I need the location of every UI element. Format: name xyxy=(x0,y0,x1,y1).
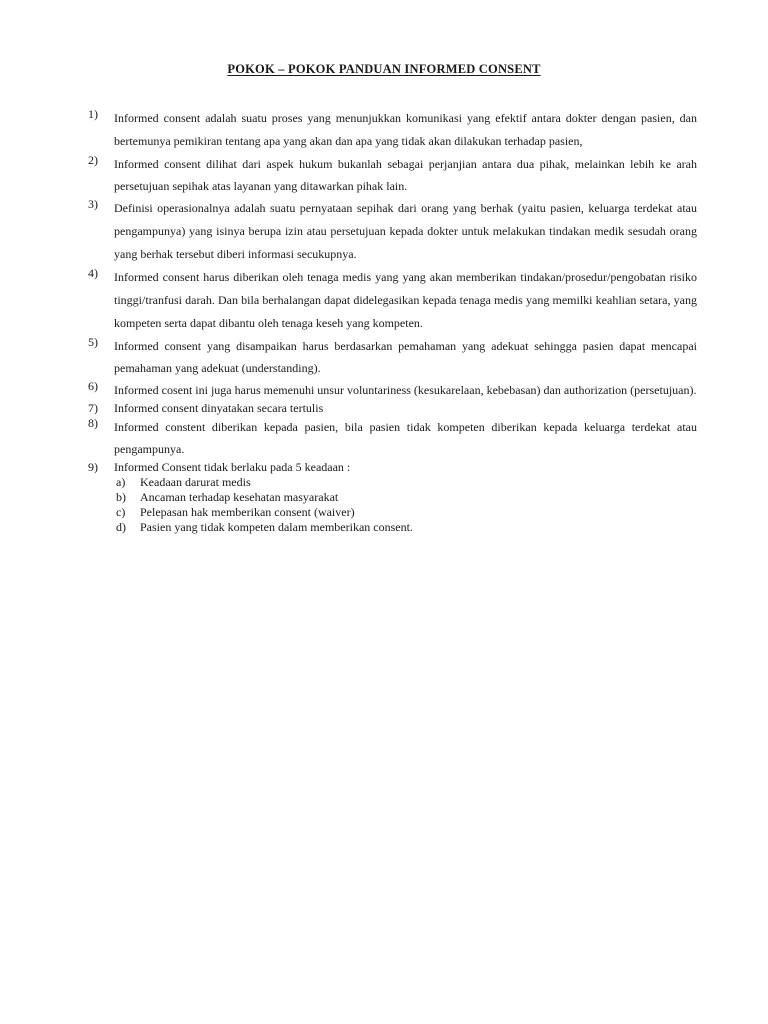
list-item xyxy=(88,379,697,401)
sublist-item-letter: b) xyxy=(116,490,126,504)
list-item-text: Informed constent diberikan kepada pasien, bila pasien tidak kompeten diberikan kepada keluarga terdekat atau pengampunya. xyxy=(114,420,697,456)
list-item-text: Informed consent adalah suatu proses yang menunjukkan komunikasi yang efektif antara dokter dengan pasien, dan bertemunya pemikiran tentang apa yang akan dan apa yang tidak akan dilakukan terhadap pasien, xyxy=(114,111,697,148)
sublist-item-letter: a) xyxy=(116,475,126,489)
list-item-text: Informed consent yang disampaikan harus berdasarkan pemahaman yang adekuat sehingga pasien dapat mencapai pemahaman yang adekuat (understanding). xyxy=(114,339,697,375)
list-item xyxy=(88,197,697,266)
list-item-number: 9) xyxy=(88,460,98,474)
list-item-number: 3) xyxy=(88,197,98,211)
list-item-number: 8) xyxy=(88,416,98,430)
list-item-text: Informed consent harus diberikan oleh tenaga medis yang yang akan memberikan tindakan/prosedur/pengobatan risiko tinggi/tranfusi darah. Dan bila berhalangan dapat didelegasikan kepada tenaga medis yang memilki keahlian setara, yang kompeten serta dapat dibantu oleh tenaga keseh yang kompeten. xyxy=(114,270,697,330)
list-item-text: Informed consent dilihat dari aspek hukum bukanlah sebagai perjanjian antara dua pihak, melainkan lebih ke arah persetujuan sepihak atas layanan yang ditawarkan pihak lain. xyxy=(114,157,697,193)
sublist-item xyxy=(114,520,697,535)
list-item-number: 4) xyxy=(88,266,98,280)
guideline-list xyxy=(88,107,697,535)
list-item-number: 6) xyxy=(88,379,98,393)
sublist-item-text: Pasien yang tidak kompeten dalam memberikan consent. xyxy=(140,520,413,534)
list-item xyxy=(88,335,697,379)
sublist-item-text: Keadaan darurat medis xyxy=(140,475,251,489)
list-item xyxy=(88,153,697,197)
document-title: POKOK – POKOK PANDUAN INFORMED CONSENT xyxy=(227,62,541,76)
list-item-number: 5) xyxy=(88,335,98,349)
list-item xyxy=(88,107,697,153)
list-item-text: Informed consent dinyatakan secara tertulis xyxy=(114,401,324,415)
list-item xyxy=(88,401,697,416)
sublist-item-letter: d) xyxy=(116,520,126,534)
sublist-item xyxy=(114,505,697,520)
exception-sublist xyxy=(114,475,697,535)
list-item-text: Informed cosent ini juga harus memenuhi unsur voluntariness (kesukarelaan, kebebasan) dan authorization (persetujuan). xyxy=(114,383,697,397)
list-item-text: Definisi operasionalnya adalah suatu pernyataan sepihak dari orang yang berhak (yaitu pasien, keluarga terdekat atau pengampunya) yang isinya berupa izin atau persetujuan kepada dokter untuk melakukan tindakan medik sesudah orang yang berhak tersebut diberi informasi secukupnya. xyxy=(114,201,697,261)
list-item-number: 2) xyxy=(88,153,98,167)
list-item xyxy=(88,416,697,460)
sublist-item xyxy=(114,475,697,490)
sublist-item-text: Pelepasan hak memberikan consent (waiver) xyxy=(140,505,355,519)
list-item xyxy=(88,460,697,535)
list-item-text: Informed Consent tidak berlaku pada 5 keadaan : xyxy=(114,460,351,474)
sublist-item xyxy=(114,490,697,505)
sublist-item-letter: c) xyxy=(116,505,126,519)
list-item xyxy=(88,266,697,335)
sublist-item-text: Ancaman terhadap kesehatan masyarakat xyxy=(140,490,339,504)
list-item-number: 7) xyxy=(88,401,98,415)
list-item-number: 1) xyxy=(88,107,98,121)
